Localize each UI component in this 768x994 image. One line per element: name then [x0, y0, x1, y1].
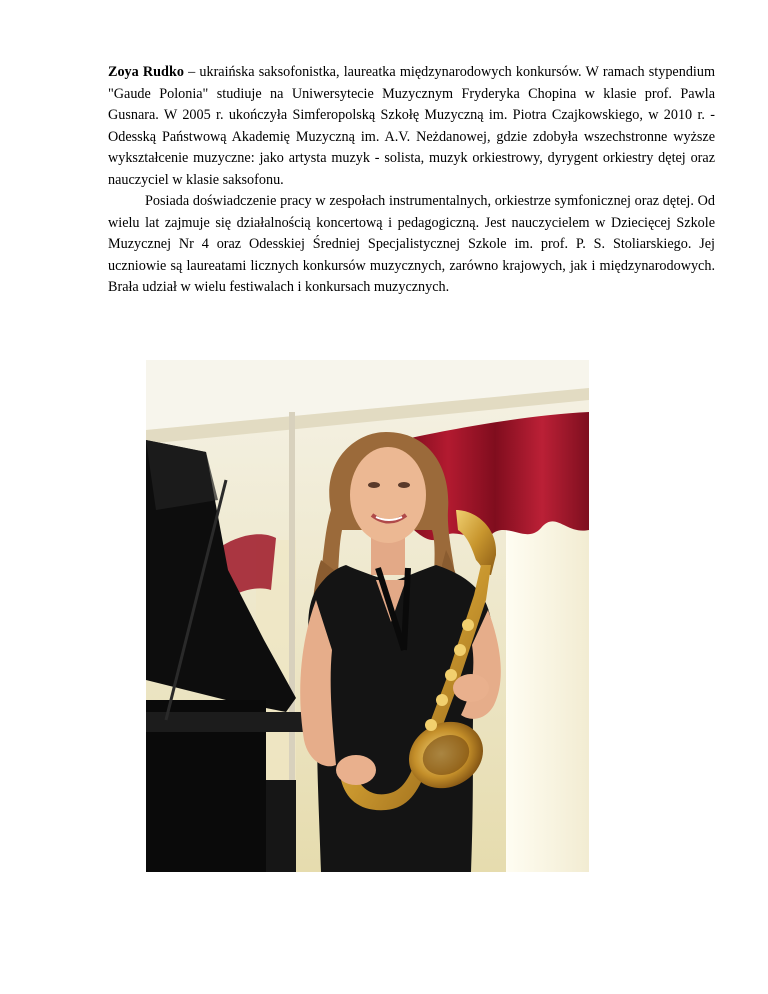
- paragraph-1-text: – ukraińska saksofonistka, laureatka międzynarodowych konkursów. W ramach stypendium "Gaude Polonia" studiuje na Uniwersytecie Muzycznym Fryderyka Chopina w klasie prof. Pawla Gusnara. W 2005 r. ukończyła Simferopolską Szkołę Muzyczną im. Piotra Czajkowskiego, w 2010 r. - Odesską Państwową Akademię Muzyczną im. A.V. Neżdanowej, gdzie zdobyła wszechstronne wyższe wykształcenie muzyczne: jako artysta muzyk - solista, muzyk orkiestrowy, dyrygent orkiestry dętej oraz nauczyciel w klasie saksofonu.: [108, 64, 715, 188]
- face: [350, 447, 426, 543]
- photo-illustration: [146, 360, 589, 872]
- window-light: [506, 510, 589, 872]
- paragraph-2: Posiada doświadczenie pracy w zespołach instrumentalnych, orkiestrze symfonicznej oraz dętej. Od wielu lat zajmuje się działalnością koncertową i pedagogiczną. Jest nauczycielem w Dziecięcej Szkole Muzycznej Nr 4 oraz Odesskiej Średniej Specjalistycznej Szkole im. prof. P. S. Stoliarskiego. Jej uczniowie są laureatami licznych konkursów muzycznych, zarówno krajowych, jak i międzynarodowych. Brała udział w wielu festiwalach i konkursach muzycznych.: [108, 193, 715, 295]
- biography-text: [108, 62, 715, 299]
- dress: [308, 565, 491, 872]
- artist-photo: [146, 360, 589, 872]
- artist-name: Zoya Rudko: [108, 64, 184, 80]
- right-hand: [453, 674, 489, 702]
- left-hand: [336, 755, 376, 785]
- paragraph-1: [108, 62, 715, 191]
